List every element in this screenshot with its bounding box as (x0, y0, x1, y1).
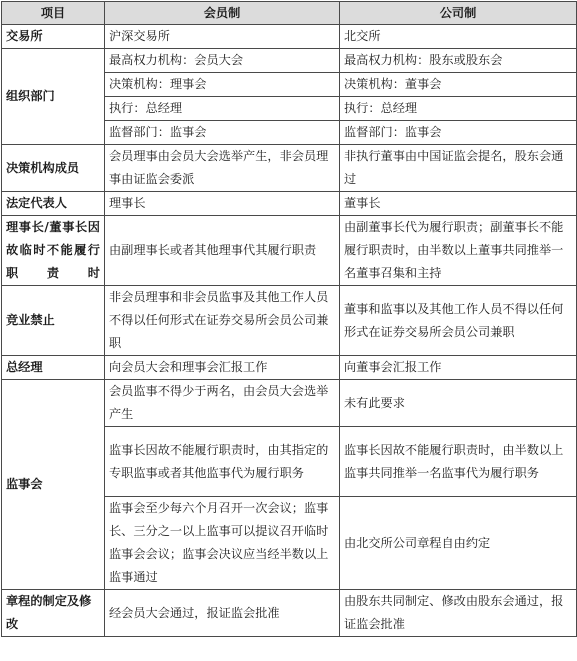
company-cell: 北交所 (340, 25, 577, 49)
company-cell: 监督部门：监事会 (340, 121, 577, 145)
header-member-system: 会员制 (105, 2, 340, 25)
member-cell: 经会员大会通过，报证监会批准 (105, 590, 340, 637)
table-row (2, 49, 577, 73)
row-label: 理事长/董事长因故临时不能履行职责时 (2, 216, 105, 286)
table-row (2, 590, 577, 637)
member-cell: 理事长 (105, 192, 340, 216)
member-cell: 监督部门：监事会 (105, 121, 340, 145)
table-row (2, 25, 577, 49)
table-row (2, 216, 577, 286)
member-cell: 监事长因故不能履行职责时，由其指定的专职监事或者其他监事代为履行职务 (105, 427, 340, 497)
company-cell: 由北交所公司章程自由约定 (340, 497, 577, 590)
member-cell: 沪深交易所 (105, 25, 340, 49)
header-row (2, 2, 577, 25)
member-cell: 向会员大会和理事会汇报工作 (105, 356, 340, 380)
table-row (2, 145, 577, 192)
company-cell: 由股东共同制定、修改由股东会通过，报证监会批准 (340, 590, 577, 637)
company-cell: 由副董事长代为履行职责；副董事长不能履行职责时，由半数以上董事共同推举一名董事召集和主持 (340, 216, 577, 286)
table-row (2, 380, 577, 427)
row-label: 章程的制定及修改 (2, 590, 105, 637)
row-label: 监事会 (2, 380, 105, 590)
company-cell: 监事长因故不能履行职责时，由半数以上监事共同推举一名监事代为履行职务 (340, 427, 577, 497)
member-cell: 会员监事不得少于两名，由会员大会选举产生 (105, 380, 340, 427)
member-cell: 执行：总经理 (105, 97, 340, 121)
comparison-table (1, 1, 577, 637)
member-cell: 由副理事长或者其他理事代其履行职责 (105, 216, 340, 286)
member-cell: 监事会至少每六个月召开一次会议；监事长、三分之一以上监事可以提议召开临时监事会会议；监事会决议应当经半数以上监事通过 (105, 497, 340, 590)
row-label: 交易所 (2, 25, 105, 49)
table-row (2, 356, 577, 380)
row-label: 组织部门 (2, 49, 105, 145)
row-label: 决策机构成员 (2, 145, 105, 192)
company-cell: 未有此要求 (340, 380, 577, 427)
member-cell: 会员理事由会员大会选举产生，非会员理事由证监会委派 (105, 145, 340, 192)
row-label: 竞业禁止 (2, 286, 105, 356)
company-cell: 董事长 (340, 192, 577, 216)
header-company-system: 公司制 (340, 2, 577, 25)
row-label: 法定代表人 (2, 192, 105, 216)
company-cell: 决策机构：董事会 (340, 73, 577, 97)
table-row (2, 192, 577, 216)
row-label: 总经理 (2, 356, 105, 380)
company-cell: 向董事会汇报工作 (340, 356, 577, 380)
company-cell: 非执行董事由中国证监会提名，股东会通过 (340, 145, 577, 192)
member-cell: 非会员理事和非会员监事及其他工作人员不得以任何形式在证券交易所会员公司兼职 (105, 286, 340, 356)
company-cell: 执行：总经理 (340, 97, 577, 121)
member-cell: 决策机构：理事会 (105, 73, 340, 97)
table-row (2, 286, 577, 356)
member-cell: 最高权力机构：会员大会 (105, 49, 340, 73)
company-cell: 董事和监事以及其他工作人员不得以任何形式在证券交易所会员公司兼职 (340, 286, 577, 356)
company-cell: 最高权力机构：股东或股东会 (340, 49, 577, 73)
header-item: 项目 (2, 2, 105, 25)
